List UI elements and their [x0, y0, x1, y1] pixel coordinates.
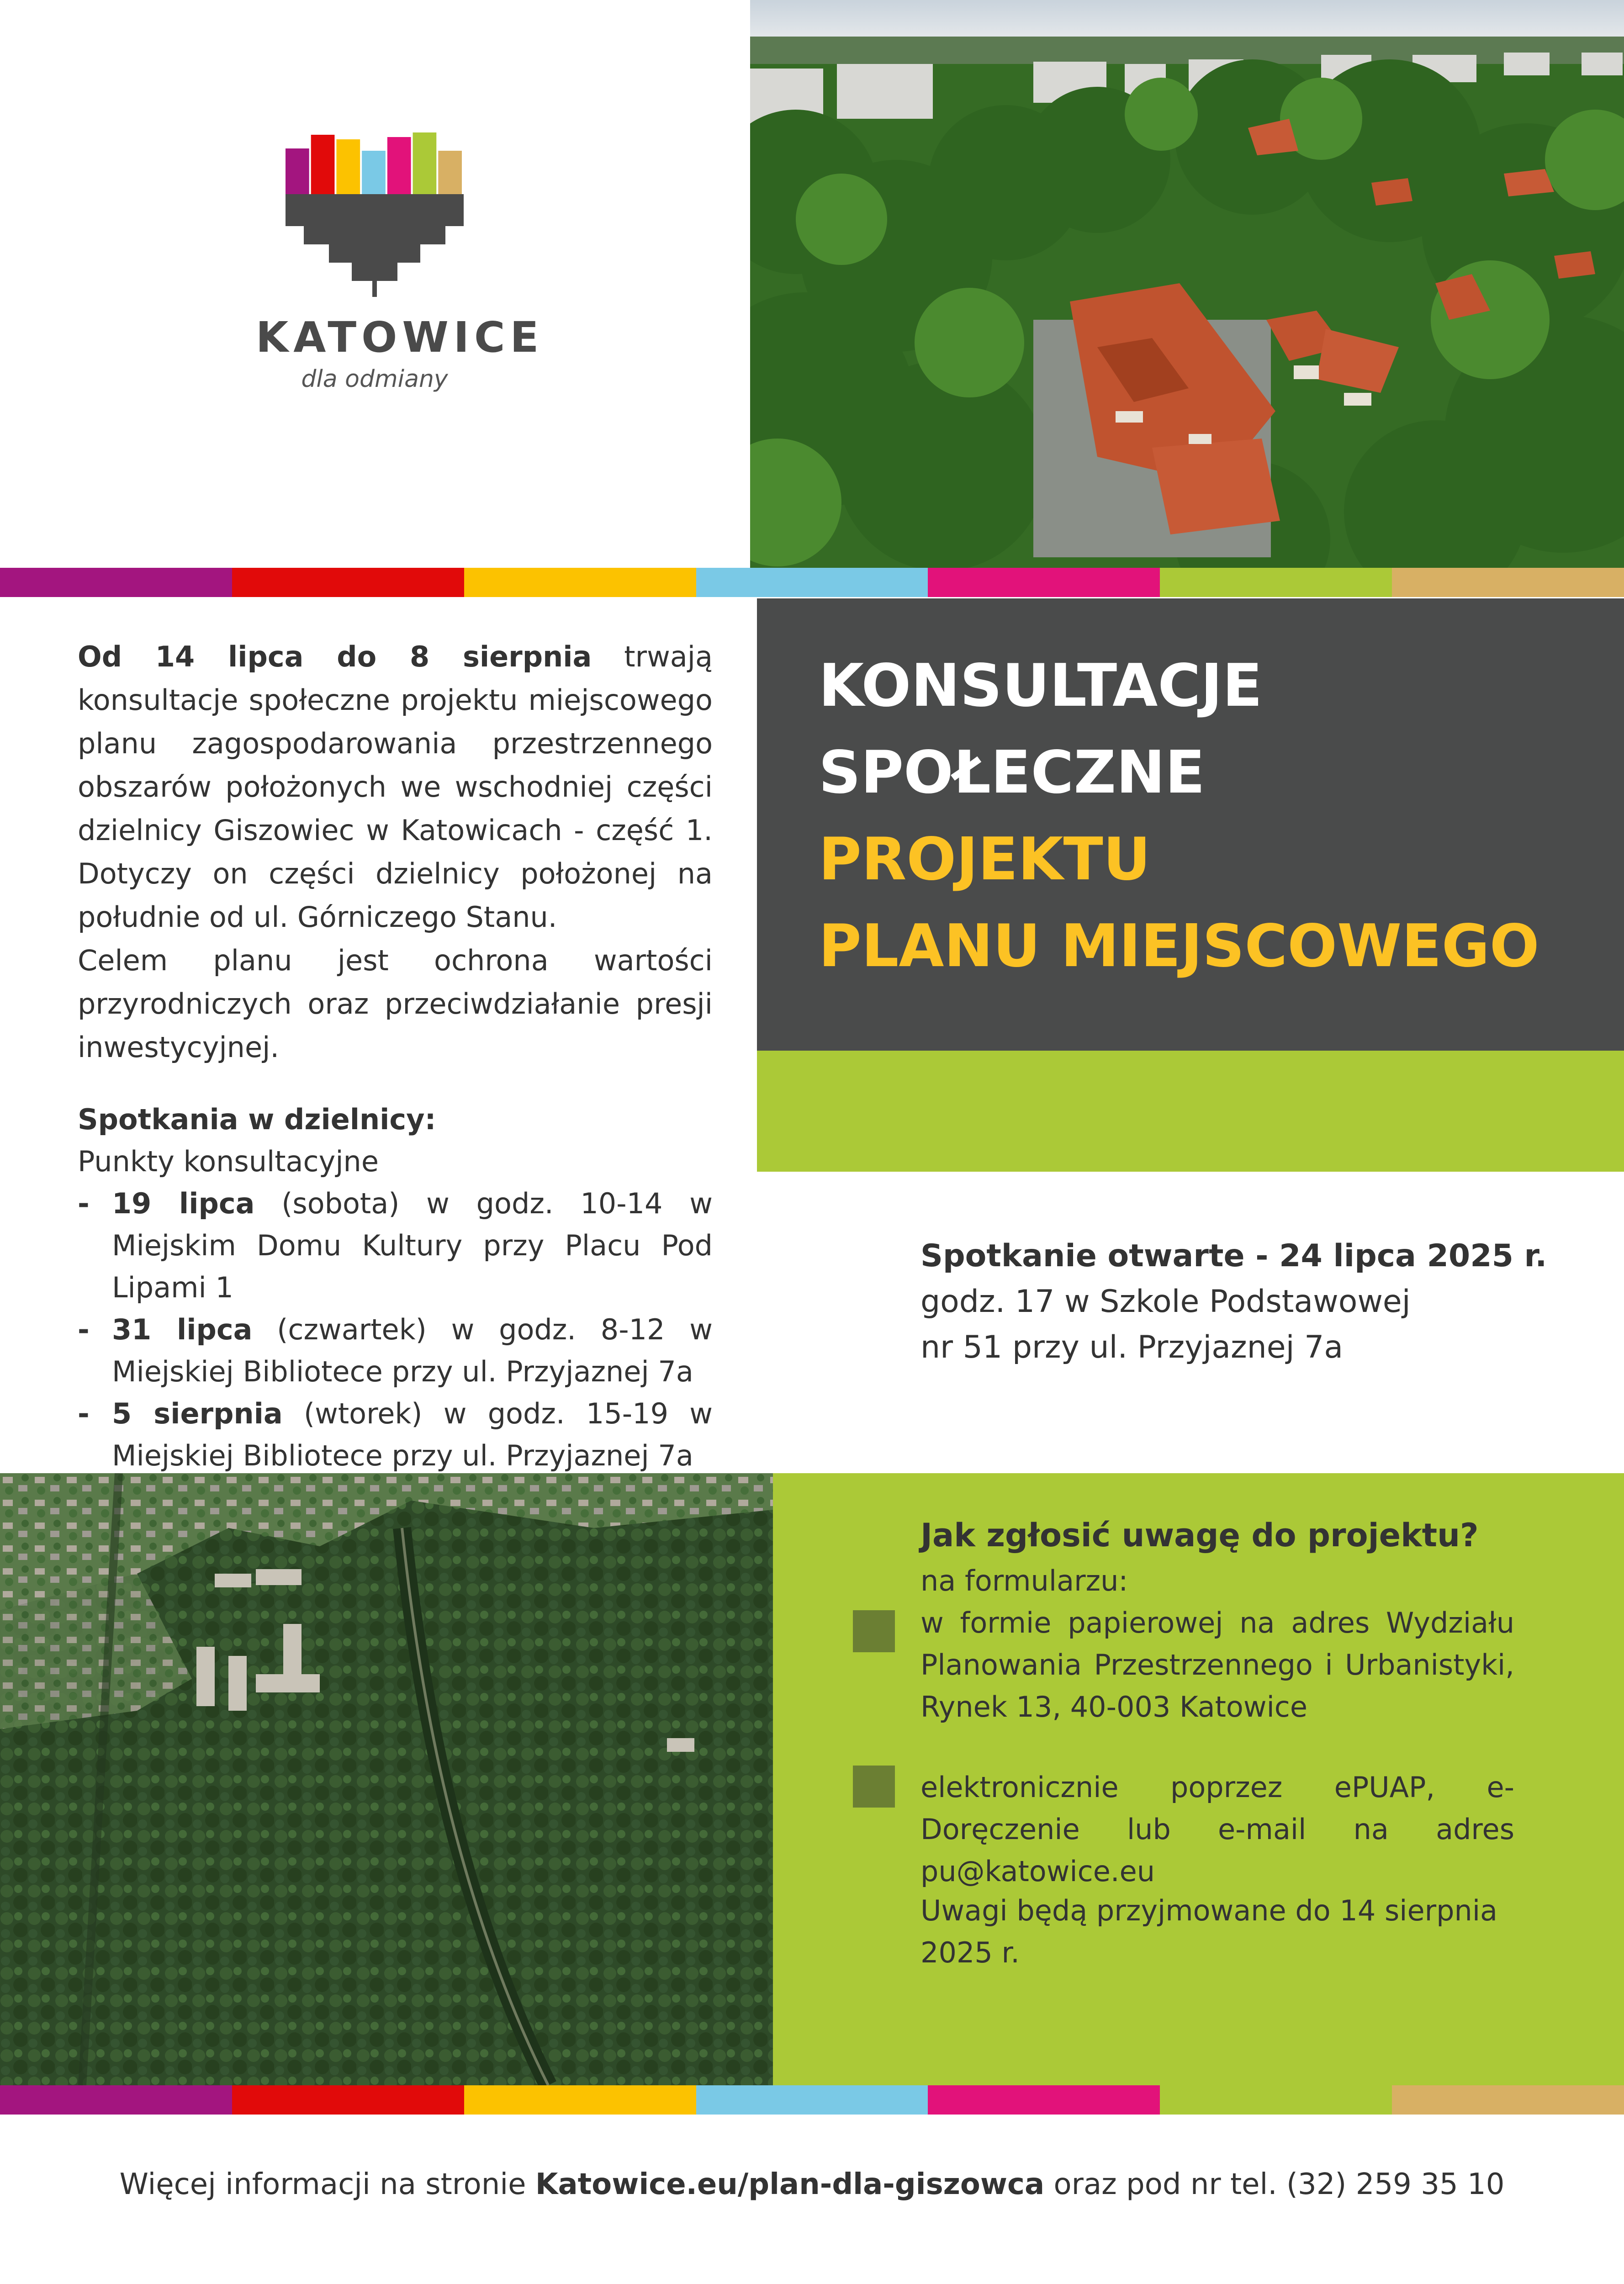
logo-heart-shape	[286, 194, 464, 297]
stripe-segment	[928, 2085, 1160, 2115]
logo-bar	[336, 139, 360, 194]
footer-info	[0, 2168, 1624, 2201]
logo-bar	[286, 148, 309, 194]
stripe-segment	[1160, 568, 1392, 597]
color-stripe-bottom	[0, 2085, 1624, 2115]
bullet-square-icon	[853, 1610, 895, 1652]
howto-form-label: na formularzu:	[920, 1564, 1128, 1597]
footer-link[interactable]: Katowice.eu/plan-dla-giszowca	[535, 2168, 1045, 2201]
howto-option-electronic: elektronicznie poprzez ePUAP, e-Doręczenie lub e-mail na adres pu@katowice.eu	[920, 1771, 1514, 1888]
stripe-segment	[0, 568, 232, 597]
footer-prefix: Więcej informacji na stronie	[119, 2168, 535, 2201]
howto-deadline: Uwagi będą przyjmowane do 14 sierpnia 2025 r.	[920, 1894, 1498, 1969]
open-meeting-heading: Spotkanie otwarte - 24 lipca 2025 r.	[920, 1238, 1547, 1274]
meetings-subheading: Punkty konsultacyjne	[78, 1145, 379, 1178]
open-meeting-line-2: nr 51 przy ul. Przyjaznej 7a	[920, 1329, 1344, 1365]
title-line-1: KONSULTACJE	[819, 652, 1263, 720]
meeting-text: (sobota) w godz. 10-14 w Miejskim Domu Kultury przy Placu Pod Lipami 1	[112, 1187, 713, 1304]
stripe-segment	[232, 2085, 464, 2115]
stripe-segment	[232, 568, 464, 597]
meeting-item: - 5 sierpnia (wtorek) w godz. 15-19 w Miejskiej Bibliotece przy ul. Przyjaznej 7a	[78, 1397, 713, 1472]
meeting-item: - 19 lipca (sobota) w godz. 10-14 w Miejskim Domu Kultury przy Placu Pod Lipami 1	[78, 1187, 713, 1304]
intro-paragraph-2: Celem planu jest ochrona wartości przyrodniczych oraz przeciwdziałanie presji inwestycyjnej.	[78, 944, 713, 1064]
logo-name: KATOWICE	[256, 313, 544, 362]
open-meeting-line-1: godz. 17 w Szkole Podstawowej	[920, 1284, 1411, 1320]
katowice-logo	[256, 123, 544, 407]
stripe-segment	[928, 568, 1160, 597]
meeting-date: 19 lipca	[112, 1187, 255, 1220]
bullet-square-icon	[853, 1766, 895, 1808]
stripe-segment	[464, 2085, 696, 2115]
title-line-3: PROJEKTU	[819, 825, 1151, 894]
title-line-2: SPOŁECZNE	[819, 739, 1205, 807]
logo-bar	[438, 151, 462, 194]
stripe-segment	[1160, 2085, 1392, 2115]
meeting-date: 31 lipca	[112, 1313, 253, 1346]
intro-dates: Od 14 lipca do 8 sierpnia	[78, 640, 592, 673]
logo-bar	[387, 137, 411, 194]
title-green-band	[757, 1051, 1624, 1172]
howto-option-paper: w formie papierowej na adres Wydziału Planowania Przestrzennego i Urbanistyki, Rynek 13, 40-003 Katowice	[920, 1606, 1514, 1724]
meeting-text: (czwartek) w godz. 8-12 w Miejskiej Bibliotece przy ul. Przyjaznej 7a	[112, 1313, 713, 1388]
stripe-segment	[1392, 2085, 1624, 2115]
footer-suffix: oraz pod nr tel. (32) 259 35 10	[1044, 2168, 1505, 2201]
logo-bar	[311, 135, 335, 194]
intro-paragraph-1	[78, 635, 713, 939]
title-line-4: PLANU MIEJSCOWEGO	[819, 912, 1539, 980]
color-stripe-top	[0, 568, 1624, 597]
stripe-segment	[696, 2085, 928, 2115]
stripe-segment	[464, 568, 696, 597]
katowice-logo-mark-icon	[256, 123, 493, 306]
meetings-section	[78, 1099, 713, 1477]
giszowiec-houses-photo	[750, 0, 1624, 568]
intro-text	[78, 635, 713, 1069]
meetings-heading: Spotkania w dzielnicy:	[78, 1103, 436, 1136]
howto-box	[773, 1473, 1624, 2085]
title-box	[757, 598, 1624, 1051]
logo-bar	[413, 132, 437, 194]
stripe-segment	[0, 2085, 232, 2115]
intro-text-1: trwają konsultacje społeczne projektu miejscowego planu zagospodarowania przestrzennego obszarów położonych we wschodniej części dzielnicy Giszowiec w Katowicach - część 1. Dotyczy on części dzielnicy położonej na południe od ul. Górniczego Stanu.	[78, 640, 713, 934]
meeting-text: (wtorek) w godz. 15-19 w Miejskiej Bibliotece przy ul. Przyjaznej 7a	[112, 1397, 713, 1472]
open-meeting	[920, 1233, 1560, 1370]
stripe-segment	[696, 568, 928, 597]
stripe-segment	[1392, 568, 1624, 597]
meeting-date: 5 sierpnia	[112, 1397, 283, 1430]
logo-tagline: dla odmiany	[301, 365, 448, 393]
meeting-item: - 31 lipca (czwartek) w godz. 8-12 w Miejskiej Bibliotece przy ul. Przyjaznej 7a	[78, 1313, 713, 1388]
logo-bar	[362, 151, 386, 194]
aerial-forest-photo	[0, 1473, 773, 2085]
howto-heading: Jak zgłosić uwagę do projektu?	[920, 1517, 1479, 1554]
